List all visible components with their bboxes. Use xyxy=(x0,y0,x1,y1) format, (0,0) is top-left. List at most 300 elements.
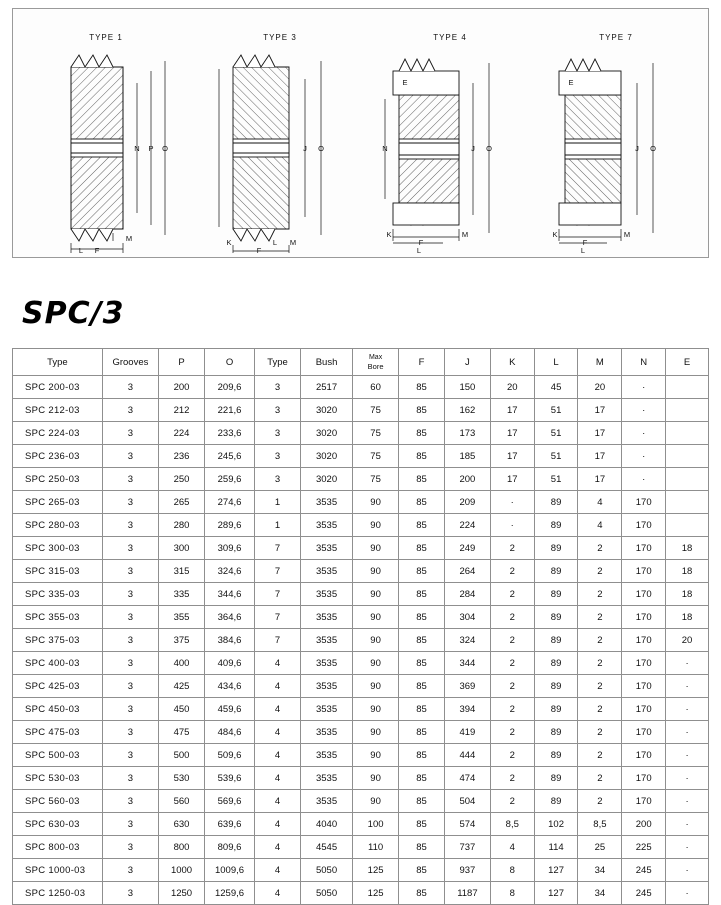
cell-type: SPC 200-03 xyxy=(13,376,103,399)
specification-table xyxy=(12,348,709,905)
cell-value: 89 xyxy=(534,491,578,514)
table-row xyxy=(13,445,709,468)
table-row xyxy=(13,468,709,491)
cell-value: 75 xyxy=(353,399,399,422)
cell-value: 3535 xyxy=(300,652,352,675)
cell-value: 85 xyxy=(399,767,445,790)
cell-value: 170 xyxy=(622,629,666,652)
cell-value: 4 xyxy=(255,721,301,744)
pulley-drawing-type-4 xyxy=(363,43,537,253)
col-header-grooves: Grooves xyxy=(102,349,158,376)
cell-value: 569,6 xyxy=(204,790,254,813)
table-header-row xyxy=(13,349,709,376)
cell-type: SPC 212-03 xyxy=(13,399,103,422)
cell-value: 3535 xyxy=(300,537,352,560)
cell-value: · xyxy=(622,376,666,399)
cell-value: 85 xyxy=(399,675,445,698)
cell-value: 3 xyxy=(255,422,301,445)
cell-value: 1000 xyxy=(159,859,205,882)
dim-label-K: K xyxy=(552,230,558,239)
cell-value: 170 xyxy=(622,675,666,698)
cell-value: 3 xyxy=(102,652,158,675)
cell-type: SPC 300-03 xyxy=(13,537,103,560)
cell-value: 51 xyxy=(534,399,578,422)
pulley-diagram-type-7 xyxy=(529,9,703,257)
cell-value: 4 xyxy=(255,698,301,721)
cell-value: 85 xyxy=(399,744,445,767)
cell-value: 304 xyxy=(444,606,490,629)
cell-value: 18 xyxy=(666,560,709,583)
cell-value: 630 xyxy=(159,813,205,836)
cell-value: 3 xyxy=(102,537,158,560)
cell-type: SPC 400-03 xyxy=(13,652,103,675)
cell-value: 90 xyxy=(353,652,399,675)
cell-value: 17 xyxy=(578,468,622,491)
cell-value: 364,6 xyxy=(204,606,254,629)
cell-value: 102 xyxy=(534,813,578,836)
cell-value: 90 xyxy=(353,537,399,560)
cell-value: 2 xyxy=(490,675,534,698)
cell-value: 34 xyxy=(578,859,622,882)
dim-label-F: F xyxy=(94,246,100,253)
cell-value: 89 xyxy=(534,629,578,652)
cell-value: 419 xyxy=(444,721,490,744)
cell-value: 400 xyxy=(159,652,205,675)
cell-value: 3 xyxy=(102,744,158,767)
dim-label-J: J xyxy=(635,144,639,153)
cell-value: 90 xyxy=(353,744,399,767)
cell-value: 4 xyxy=(255,813,301,836)
cell-value: · xyxy=(666,698,709,721)
col-header-n: N xyxy=(622,349,666,376)
cell-value: 3535 xyxy=(300,675,352,698)
cell-value: 90 xyxy=(353,698,399,721)
dim-label-N: N xyxy=(382,144,388,153)
cell-value: 2 xyxy=(490,560,534,583)
cell-value: 3 xyxy=(255,468,301,491)
table-row xyxy=(13,537,709,560)
cell-value: 3 xyxy=(102,422,158,445)
cell-value: 484,6 xyxy=(204,721,254,744)
cell-value: 89 xyxy=(534,721,578,744)
cell-value: · xyxy=(622,468,666,491)
cell-value: 2 xyxy=(578,583,622,606)
cell-value: 3535 xyxy=(300,560,352,583)
specification-table-wrapper xyxy=(12,348,709,905)
dim-label-O: O xyxy=(650,144,656,153)
cell-value: 224 xyxy=(444,514,490,537)
cell-value: 89 xyxy=(534,652,578,675)
table-row xyxy=(13,514,709,537)
table-row xyxy=(13,767,709,790)
cell-value: 170 xyxy=(622,721,666,744)
pulley-diagram-type-1 xyxy=(19,9,193,257)
table-row xyxy=(13,859,709,882)
cell-value: 127 xyxy=(534,882,578,905)
cell-value: 125 xyxy=(353,859,399,882)
table-row xyxy=(13,882,709,905)
cell-value: 89 xyxy=(534,606,578,629)
dim-label-M: M xyxy=(461,230,469,239)
cell-value: 289,6 xyxy=(204,514,254,537)
cell-value: 530 xyxy=(159,767,205,790)
pulley-drawing-type-1 xyxy=(19,43,193,253)
cell-value: 170 xyxy=(622,744,666,767)
cell-type: SPC 236-03 xyxy=(13,445,103,468)
cell-value: 3 xyxy=(102,560,158,583)
cell-value: 3020 xyxy=(300,422,352,445)
cell-value: · xyxy=(622,445,666,468)
cell-value: · xyxy=(666,767,709,790)
cell-value: 8,5 xyxy=(490,813,534,836)
cell-value: 3535 xyxy=(300,767,352,790)
dim-label-F: F xyxy=(418,238,424,247)
cell-value: 114 xyxy=(534,836,578,859)
cell-value: 90 xyxy=(353,629,399,652)
cell-value: 90 xyxy=(353,790,399,813)
dim-label-M: M xyxy=(125,234,133,243)
col-header-bush: Bush xyxy=(300,349,352,376)
col-header-bush-type: Type xyxy=(255,349,301,376)
cell-value: 3535 xyxy=(300,491,352,514)
cell-value: 937 xyxy=(444,859,490,882)
cell-value: 34 xyxy=(578,882,622,905)
cell-value: 170 xyxy=(622,698,666,721)
cell-value: 309,6 xyxy=(204,537,254,560)
cell-type: SPC 530-03 xyxy=(13,767,103,790)
col-header-f: F xyxy=(399,349,445,376)
table-row xyxy=(13,491,709,514)
pulley-diagram-title: TYPE 7 xyxy=(599,33,633,42)
cell-value: · xyxy=(490,491,534,514)
cell-value: 225 xyxy=(622,836,666,859)
cell-value: 2 xyxy=(490,606,534,629)
cell-value: 90 xyxy=(353,606,399,629)
cell-value: 560 xyxy=(159,790,205,813)
cell-value: 369 xyxy=(444,675,490,698)
cell-value: 259,6 xyxy=(204,468,254,491)
cell-value: · xyxy=(666,744,709,767)
cell-value: 4 xyxy=(255,836,301,859)
cell-value: 170 xyxy=(622,514,666,537)
cell-value: 3 xyxy=(102,514,158,537)
cell-value: 2 xyxy=(578,744,622,767)
cell-value: 375 xyxy=(159,629,205,652)
cell-value: 3 xyxy=(102,698,158,721)
cell-value: 89 xyxy=(534,675,578,698)
cell-value: 4 xyxy=(255,767,301,790)
cell-value: 539,6 xyxy=(204,767,254,790)
pulley-diagram-type-4 xyxy=(363,9,537,257)
cell-value: · xyxy=(666,813,709,836)
dim-label-M: M xyxy=(623,230,631,239)
table-body xyxy=(13,376,709,905)
cell-value: 89 xyxy=(534,767,578,790)
cell-value: 200 xyxy=(159,376,205,399)
dim-label-K: K xyxy=(226,238,232,247)
cell-value: 85 xyxy=(399,537,445,560)
cell-value: · xyxy=(622,399,666,422)
cell-value: 2 xyxy=(578,629,622,652)
cell-value: 1 xyxy=(255,514,301,537)
dim-label-M: M xyxy=(289,238,297,247)
cell-value: 4 xyxy=(578,491,622,514)
cell-value: 200 xyxy=(444,468,490,491)
cell-value: 434,6 xyxy=(204,675,254,698)
cell-value: 3 xyxy=(102,491,158,514)
cell-value: 85 xyxy=(399,859,445,882)
table-row xyxy=(13,675,709,698)
cell-value: 20 xyxy=(666,629,709,652)
table-row xyxy=(13,698,709,721)
cell-value: 509,6 xyxy=(204,744,254,767)
cell-value: 264 xyxy=(444,560,490,583)
cell-value: 450 xyxy=(159,698,205,721)
cell-value: 2 xyxy=(490,583,534,606)
cell-value: 85 xyxy=(399,721,445,744)
col-header-p: P xyxy=(159,349,205,376)
pulley-diagram-panel xyxy=(12,8,709,258)
cell-value: 173 xyxy=(444,422,490,445)
page-title: SPC/3 xyxy=(22,296,125,331)
cell-value xyxy=(666,422,709,445)
cell-value: 89 xyxy=(534,790,578,813)
table-row xyxy=(13,376,709,399)
col-header-j: J xyxy=(444,349,490,376)
cell-type: SPC 280-03 xyxy=(13,514,103,537)
cell-value: 170 xyxy=(622,652,666,675)
cell-value: 7 xyxy=(255,629,301,652)
cell-value: · xyxy=(666,836,709,859)
dim-label-E: E xyxy=(402,78,408,87)
cell-value: 170 xyxy=(622,767,666,790)
cell-value xyxy=(666,514,709,537)
table-row xyxy=(13,721,709,744)
cell-value: 209,6 xyxy=(204,376,254,399)
cell-value: 89 xyxy=(534,583,578,606)
cell-value: 2 xyxy=(578,560,622,583)
cell-value: 3 xyxy=(255,445,301,468)
cell-value: 1 xyxy=(255,491,301,514)
dim-label-J: J xyxy=(471,144,475,153)
cell-value: 90 xyxy=(353,767,399,790)
cell-value: 45 xyxy=(534,376,578,399)
cell-type: SPC 475-03 xyxy=(13,721,103,744)
cell-type: SPC 560-03 xyxy=(13,790,103,813)
cell-value: 233,6 xyxy=(204,422,254,445)
cell-value: 224 xyxy=(159,422,205,445)
cell-value: 90 xyxy=(353,514,399,537)
cell-value: 85 xyxy=(399,445,445,468)
cell-value: 85 xyxy=(399,583,445,606)
cell-value: 500 xyxy=(159,744,205,767)
cell-value: 3020 xyxy=(300,399,352,422)
cell-value: 1259,6 xyxy=(204,882,254,905)
cell-value: 85 xyxy=(399,836,445,859)
cell-value: 300 xyxy=(159,537,205,560)
cell-value: 3 xyxy=(102,468,158,491)
cell-value: 2 xyxy=(490,790,534,813)
cell-value: 212 xyxy=(159,399,205,422)
cell-value: 2 xyxy=(578,721,622,744)
cell-value: 110 xyxy=(353,836,399,859)
cell-value: 265 xyxy=(159,491,205,514)
cell-value xyxy=(666,445,709,468)
cell-value: 60 xyxy=(353,376,399,399)
cell-value: 425 xyxy=(159,675,205,698)
cell-value: 2 xyxy=(490,744,534,767)
cell-value: 4 xyxy=(255,652,301,675)
cell-value: 75 xyxy=(353,422,399,445)
cell-value: 1009,6 xyxy=(204,859,254,882)
cell-value: 3 xyxy=(102,882,158,905)
cell-value: 344,6 xyxy=(204,583,254,606)
cell-value: 127 xyxy=(534,859,578,882)
cell-value: 5050 xyxy=(300,859,352,882)
cell-value: 284 xyxy=(444,583,490,606)
cell-value: 3 xyxy=(102,606,158,629)
cell-value: 800 xyxy=(159,836,205,859)
cell-value: 170 xyxy=(622,790,666,813)
cell-value: 75 xyxy=(353,468,399,491)
cell-value xyxy=(666,399,709,422)
cell-value: · xyxy=(666,882,709,905)
col-header-e: E xyxy=(666,349,709,376)
cell-value: 89 xyxy=(534,698,578,721)
pulley-diagram-type-3 xyxy=(193,9,367,257)
cell-type: SPC 1250-03 xyxy=(13,882,103,905)
cell-value: 90 xyxy=(353,491,399,514)
cell-value: 85 xyxy=(399,560,445,583)
dim-label-O: O xyxy=(162,144,168,153)
cell-value: 3535 xyxy=(300,744,352,767)
cell-value: 90 xyxy=(353,560,399,583)
cell-value: 18 xyxy=(666,537,709,560)
cell-value: 574 xyxy=(444,813,490,836)
cell-value: 3535 xyxy=(300,583,352,606)
cell-value: 394 xyxy=(444,698,490,721)
cell-value: 4 xyxy=(255,744,301,767)
cell-value: 85 xyxy=(399,698,445,721)
dim-label-L: L xyxy=(580,246,586,253)
cell-value: 170 xyxy=(622,491,666,514)
col-header-max-bore xyxy=(353,349,399,376)
cell-value: 809,6 xyxy=(204,836,254,859)
cell-value: 355 xyxy=(159,606,205,629)
cell-value: 3 xyxy=(102,721,158,744)
cell-type: SPC 224-03 xyxy=(13,422,103,445)
cell-value: 51 xyxy=(534,422,578,445)
cell-value: 89 xyxy=(534,537,578,560)
table-row xyxy=(13,560,709,583)
cell-value: 17 xyxy=(490,468,534,491)
cell-value: 18 xyxy=(666,583,709,606)
cell-value: 17 xyxy=(578,445,622,468)
cell-value: 7 xyxy=(255,560,301,583)
cell-value: 4 xyxy=(255,790,301,813)
table-row xyxy=(13,790,709,813)
cell-type: SPC 375-03 xyxy=(13,629,103,652)
cell-value: 17 xyxy=(490,445,534,468)
cell-value: 3535 xyxy=(300,721,352,744)
cell-value: 51 xyxy=(534,445,578,468)
cell-value: 17 xyxy=(578,399,622,422)
cell-value: 85 xyxy=(399,422,445,445)
cell-value: 409,6 xyxy=(204,652,254,675)
pulley-diagram-title: TYPE 1 xyxy=(89,33,123,42)
pulley-diagram-title: TYPE 4 xyxy=(433,33,467,42)
table-row xyxy=(13,836,709,859)
dim-label-K: K xyxy=(386,230,392,239)
cell-value: 3 xyxy=(102,583,158,606)
cell-value: 274,6 xyxy=(204,491,254,514)
cell-value: 3 xyxy=(102,376,158,399)
cell-value: 7 xyxy=(255,583,301,606)
cell-value: 125 xyxy=(353,882,399,905)
cell-value: 170 xyxy=(622,583,666,606)
cell-value: 3535 xyxy=(300,606,352,629)
cell-value: 335 xyxy=(159,583,205,606)
cell-value: 2 xyxy=(578,767,622,790)
cell-value: 2 xyxy=(490,629,534,652)
cell-value: · xyxy=(666,859,709,882)
cell-value: 1250 xyxy=(159,882,205,905)
cell-value: 7 xyxy=(255,537,301,560)
cell-value: 170 xyxy=(622,537,666,560)
col-header-k: K xyxy=(490,349,534,376)
cell-value: 2 xyxy=(490,721,534,744)
cell-value: 51 xyxy=(534,468,578,491)
cell-value: 315 xyxy=(159,560,205,583)
dim-label-O: O xyxy=(318,144,324,153)
cell-value: 3 xyxy=(102,445,158,468)
col-header-type: Type xyxy=(13,349,103,376)
cell-value: 639,6 xyxy=(204,813,254,836)
dim-label-L: L xyxy=(78,246,84,253)
cell-value: 18 xyxy=(666,606,709,629)
cell-type: SPC 335-03 xyxy=(13,583,103,606)
cell-type: SPC 1000-03 xyxy=(13,859,103,882)
max-bore-line1: Max xyxy=(368,353,383,361)
cell-value: 2 xyxy=(578,652,622,675)
cell-value: 737 xyxy=(444,836,490,859)
cell-type: SPC 315-03 xyxy=(13,560,103,583)
table-row xyxy=(13,399,709,422)
cell-value: 170 xyxy=(622,560,666,583)
cell-value: 3 xyxy=(102,790,158,813)
cell-value: 3535 xyxy=(300,629,352,652)
cell-type: SPC 425-03 xyxy=(13,675,103,698)
dim-label-L: L xyxy=(272,238,278,247)
cell-type: SPC 800-03 xyxy=(13,836,103,859)
cell-value: 170 xyxy=(622,606,666,629)
cell-value: 245 xyxy=(622,882,666,905)
cell-value: 324,6 xyxy=(204,560,254,583)
col-header-l: L xyxy=(534,349,578,376)
cell-value: 162 xyxy=(444,399,490,422)
cell-value: 4 xyxy=(490,836,534,859)
cell-value: 17 xyxy=(578,422,622,445)
cell-value: 3 xyxy=(102,767,158,790)
cell-value: 2 xyxy=(490,698,534,721)
cell-value: 3535 xyxy=(300,790,352,813)
cell-value: 185 xyxy=(444,445,490,468)
cell-value: 85 xyxy=(399,514,445,537)
cell-value: 4 xyxy=(255,859,301,882)
cell-value: 25 xyxy=(578,836,622,859)
cell-value: 4 xyxy=(255,882,301,905)
cell-value: 3 xyxy=(255,376,301,399)
